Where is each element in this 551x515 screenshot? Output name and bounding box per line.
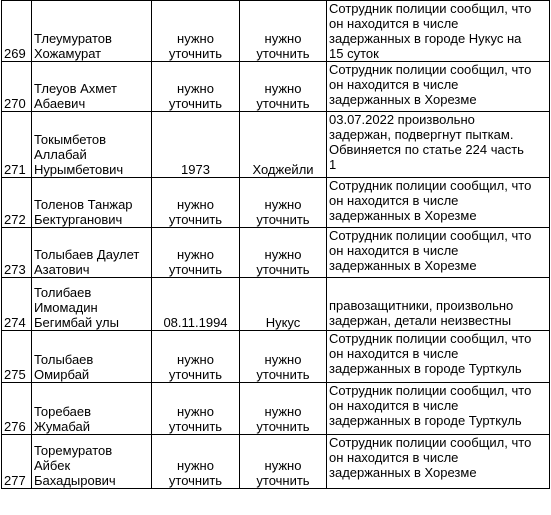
row-number: 275	[2, 331, 32, 383]
table-row	[2, 331, 550, 383]
table-row	[2, 383, 550, 435]
birth-date: нужно уточнить	[152, 228, 240, 278]
birth-place: нужно уточнить	[240, 1, 327, 62]
birth-date: нужно уточнить	[152, 178, 240, 228]
detention-note: правозащитники, произвольно задержан, детали неизвестны	[327, 278, 550, 331]
row-number: 269	[2, 1, 32, 62]
detention-note: Сотрудник полиции сообщил, что он находится в числе задержанных в Хорезме	[327, 228, 550, 278]
row-number: 273	[2, 228, 32, 278]
birth-date: нужно уточнить	[152, 435, 240, 489]
row-number: 270	[2, 62, 32, 112]
table-row	[2, 228, 550, 278]
detention-note: 03.07.2022 произвольно задержан, подвергнут пыткам. Обвиняется по статье 224 часть 1	[327, 112, 550, 178]
birth-date: нужно уточнить	[152, 1, 240, 62]
person-name: Токымбетов Аллабай Нурымбетович	[32, 112, 152, 178]
row-number: 274	[2, 278, 32, 331]
birth-date: нужно уточнить	[152, 331, 240, 383]
person-name: Толыбаев Омирбай	[32, 331, 152, 383]
row-number: 276	[2, 383, 32, 435]
table-row	[2, 62, 550, 112]
row-number: 272	[2, 178, 32, 228]
person-name: Толибаев Имомадин Бегимбай улы	[32, 278, 152, 331]
person-name: Торемуратов Айбек Бахадырович	[32, 435, 152, 489]
row-number: 271	[2, 112, 32, 178]
birth-place: нужно уточнить	[240, 228, 327, 278]
birth-place: нужно уточнить	[240, 383, 327, 435]
table-row	[2, 1, 550, 62]
detention-note: Сотрудник полиции сообщил, что он находится в числе задержанных в городе Турткуль	[327, 383, 550, 435]
detention-note: Сотрудник полиции сообщил, что он находится в числе задержанных в Хорезме	[327, 62, 550, 112]
birth-place: нужно уточнить	[240, 331, 327, 383]
birth-place: нужно уточнить	[240, 435, 327, 489]
person-name: Тлеумуратов Хожамурат	[32, 1, 152, 62]
birth-place: Нукус	[240, 278, 327, 331]
table-row	[2, 178, 550, 228]
birth-date: 08.11.1994	[152, 278, 240, 331]
detention-note: Сотрудник полиции сообщил, что он находится в числе задержанных в Хорезме	[327, 178, 550, 228]
person-name: Торебаев Жумабай	[32, 383, 152, 435]
detention-note: Сотрудник полиции сообщил, что он находится в числе задержанных в городе Турткуль	[327, 331, 550, 383]
birth-date: нужно уточнить	[152, 62, 240, 112]
birth-place: нужно уточнить	[240, 62, 327, 112]
table-row	[2, 435, 550, 489]
birth-date: нужно уточнить	[152, 383, 240, 435]
table-row	[2, 278, 550, 331]
row-number: 277	[2, 435, 32, 489]
person-name: Толенов Танжар Бектурганович	[32, 178, 152, 228]
person-name: Толыбаев Даулет Азатович	[32, 228, 152, 278]
table-row	[2, 112, 550, 178]
birth-place: Ходжейли	[240, 112, 327, 178]
detention-note: Сотрудник полиции сообщил, что он находится в числе задержанных в Хорезме	[327, 435, 550, 489]
birth-place: нужно уточнить	[240, 178, 327, 228]
person-name: Тлеуов Ахмет Абаевич	[32, 62, 152, 112]
detainees-table	[1, 0, 550, 489]
detention-note: Сотрудник полиции сообщил, что он находится в числе задержанных в городе Нукус на 15 суток	[327, 1, 550, 62]
birth-date: 1973	[152, 112, 240, 178]
